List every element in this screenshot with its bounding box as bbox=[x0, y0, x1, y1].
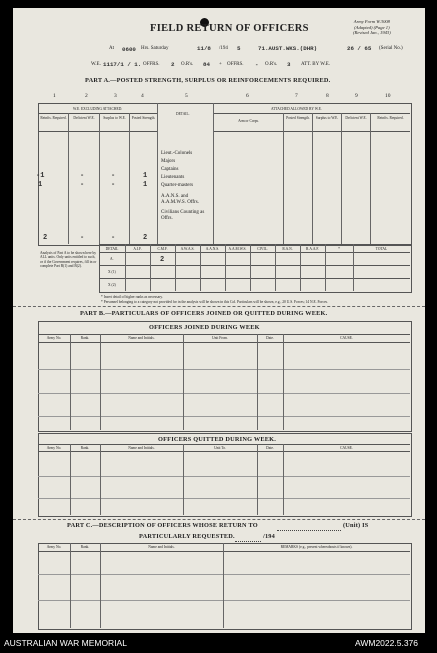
date-value: 11/8 bbox=[197, 45, 211, 52]
mark-total-c4: 2 bbox=[143, 234, 148, 242]
year-prefix: /194 bbox=[219, 46, 228, 51]
analysis-head-aamws: A.A.M.W.S. bbox=[228, 247, 247, 251]
part-c-requested: PARTICULARLY REQUESTED. bbox=[139, 533, 235, 540]
offrs-label: OFFRS. bbox=[143, 62, 160, 67]
part-c-date: /194 bbox=[263, 533, 275, 540]
analysis-head-total: TOTAL bbox=[375, 247, 388, 251]
c-head-army-no: Army No. bbox=[46, 545, 62, 549]
we-label: W.E. bbox=[91, 62, 101, 67]
form-title: FIELD RETURN OF OFFICERS bbox=[150, 23, 309, 34]
serial-label: (Serial No.) bbox=[379, 46, 403, 51]
time-value: 0600 bbox=[122, 46, 136, 53]
army-form-line-3: (Revised Jan., 1943) bbox=[353, 30, 391, 36]
analysis-head-aif: A.I.F. bbox=[133, 247, 142, 251]
c-head-remarks: REMARKS (e.g., present whereabouts if known). bbox=[280, 545, 353, 549]
mark-r2-c4: 1 bbox=[143, 181, 148, 189]
army-form-page bbox=[13, 8, 425, 633]
tear-line-2 bbox=[13, 519, 425, 520]
joined-head-cause: CAUSE. bbox=[340, 336, 353, 340]
col-num-6: 6 bbox=[246, 93, 249, 99]
ors-value: 84 bbox=[203, 61, 210, 68]
joined-title: OFFICERS JOINED DURING WEEK bbox=[149, 324, 260, 331]
analysis-row-a: A. bbox=[110, 257, 114, 261]
footer-accession: AWM2022.5.376 bbox=[355, 638, 418, 648]
joined-head-name: Name and Initials. bbox=[128, 336, 155, 340]
analysis-note: Analysis of Part A to be shown here by ALL units. Only units entitled to such, or if the Government requires, fill in or complete Part B(1) and B(2). bbox=[40, 251, 97, 268]
analysis-head-star: * bbox=[338, 247, 340, 251]
mark-r1-c1: -1 bbox=[36, 172, 45, 180]
rank-aans: A.A.N.S. and A.A.M.W.S. Offrs. bbox=[161, 194, 199, 205]
mark-total-c2: - bbox=[80, 234, 85, 242]
analysis-mark-a-cmf: 2 bbox=[160, 256, 165, 264]
quitted-head-unit-to: Unit To. bbox=[214, 446, 226, 450]
quitted-head-date: Date. bbox=[266, 446, 274, 450]
right-head-arm: Arm or Corps. bbox=[238, 119, 259, 123]
col-num-1: 1 bbox=[53, 93, 56, 99]
analysis-head-raaf: R.A.A.F. bbox=[306, 247, 319, 251]
quitted-head-rank: Rank. bbox=[80, 446, 90, 450]
mark-r1-c4: 1 bbox=[143, 172, 148, 180]
right-head-deficient: Deficient W.E. bbox=[345, 116, 367, 120]
mark-r2-c3: - bbox=[111, 181, 116, 189]
tear-line-1 bbox=[13, 306, 425, 307]
right-head-surplus: Surplus to W.E. bbox=[315, 116, 339, 120]
att-by-we: ATT. BY W.E. bbox=[301, 62, 331, 67]
col-num-3: 3 bbox=[114, 93, 117, 99]
analysis-row-x1: X (1) bbox=[108, 270, 116, 274]
serial-value: 26 / 65 bbox=[347, 45, 372, 52]
col-num-9: 9 bbox=[355, 93, 358, 99]
quitted-title: OFFICERS QUITTED DURING WEEK. bbox=[158, 436, 276, 443]
footnote-2: * Personnel belonging to a category not provided for in the analysis will be shown in this Col. Particulars will be shown, e.g., 20 U.S. Forces; 14 N.E. Forces. bbox=[101, 300, 328, 304]
part-a-table bbox=[38, 103, 412, 246]
col-num-2: 2 bbox=[85, 93, 88, 99]
mark-r2-c1: 1 bbox=[38, 181, 43, 189]
rank-lieutenants: Lieutenants bbox=[161, 175, 185, 180]
year-value: 5 bbox=[237, 45, 241, 52]
ors2-label: O.R's. bbox=[265, 62, 278, 67]
part-c-unit-label: (Unit) IS bbox=[343, 522, 369, 529]
detail-heading: DETAIL. bbox=[176, 112, 190, 116]
analysis-head-awas: A.W.A.S. bbox=[180, 247, 195, 251]
right-head-reinfts: Reinfts. Required. bbox=[377, 116, 404, 120]
unit-value: 71.AUST.WKS.(DHR) bbox=[258, 45, 318, 52]
offrs2-value: - bbox=[255, 61, 259, 68]
rank-captains: Captains bbox=[161, 167, 179, 172]
attached-allowed: ATTACHED ALLOWED BY W.E. bbox=[271, 107, 322, 111]
col-num-4: 4 bbox=[141, 93, 144, 99]
joined-head-date: Date. bbox=[266, 336, 274, 340]
analysis-head-civil: CIVIL. bbox=[257, 247, 268, 251]
c-head-name: Name and Initials. bbox=[148, 545, 175, 549]
part-b-heading: PART B.—PARTICULARS OF OFFICERS JOINED OR QUITTED DURING WEEK. bbox=[80, 310, 328, 317]
we-excluding-attached: W.E. EXCLUDING ATTACHED. bbox=[73, 107, 123, 111]
left-head-surplus: Surplus to W.E. bbox=[103, 116, 126, 120]
joined-head-rank: Rank. bbox=[80, 336, 90, 340]
joined-head-army-no: Army No. bbox=[46, 336, 62, 340]
analysis-head-ran: R.A.N. bbox=[282, 247, 293, 251]
part-c-heading: PART C.—DESCRIPTION OF OFFICERS WHOSE RETURN TO bbox=[67, 522, 258, 529]
footer-credit: AUSTRALIAN WAR MEMORIAL bbox=[4, 638, 127, 648]
army-form-line-1: Army Form W.3008 bbox=[353, 19, 390, 24]
at-label: At bbox=[109, 46, 114, 51]
left-head-reinfts: Reinfts. Required. bbox=[40, 116, 67, 120]
mark-r1-c3: - bbox=[111, 172, 116, 180]
hrs-label: Hrs. Saturday bbox=[141, 46, 169, 51]
rank-lt-colonels: Lieut.-Colonels bbox=[161, 151, 193, 156]
army-form-line-2: (Adapted) (Page 1) bbox=[354, 24, 390, 30]
offrs2-label: OFFRS. bbox=[227, 62, 244, 67]
analysis-head-cmf: C.M.F. bbox=[157, 247, 168, 251]
mark-total-c3: - bbox=[111, 234, 116, 242]
part-c-table bbox=[38, 543, 412, 630]
quitted-head-name: Name and Initials. bbox=[128, 446, 155, 450]
rank-quartermasters: Quarter-masters bbox=[161, 183, 194, 188]
c-head-rank: Rank. bbox=[80, 545, 90, 549]
analysis-head-aans: A.A.N.S. bbox=[205, 247, 220, 251]
rank-majors: Majors bbox=[161, 159, 176, 164]
left-head-deficient: Deficient W.E. bbox=[73, 116, 95, 120]
mark-total-c1: 2 bbox=[43, 234, 48, 242]
part-a-heading: PART A.—POSTED STRENGTH, SURPLUS OR REINFORCEMENTS REQUIRED. bbox=[85, 77, 331, 84]
col-num-10: 10 bbox=[385, 93, 391, 99]
part-c-unit-blank bbox=[277, 530, 341, 531]
quitted-head-army-no: Army No. bbox=[46, 446, 62, 450]
quitted-head-cause: CAUSE. bbox=[340, 446, 353, 450]
right-head-posted: Posted Strength. bbox=[286, 116, 310, 120]
army-form-label bbox=[353, 19, 391, 36]
ors-label: O.R's. bbox=[181, 62, 194, 67]
analysis-head-detail: DETAIL bbox=[105, 247, 119, 251]
plus-sign: + bbox=[219, 62, 222, 67]
part-c-date-blank bbox=[235, 541, 261, 542]
left-head-posted: Posted Strength. bbox=[131, 116, 156, 120]
col-num-8: 8 bbox=[326, 93, 329, 99]
col-num-7: 7 bbox=[295, 93, 298, 99]
mark-r1-c2: - bbox=[80, 172, 85, 180]
ors2-value: 3 bbox=[287, 61, 291, 68]
analysis-row-x2: X (2) bbox=[108, 283, 116, 287]
joined-head-unit-from: Unit From. bbox=[212, 336, 228, 340]
footnote-1: * Insert detail of higher ranks as necessary. bbox=[101, 295, 163, 299]
we-value: 1117/1 / 1. bbox=[103, 61, 142, 68]
rank-civilians: Civilians Counting as Offrs. bbox=[161, 210, 205, 221]
mark-r2-c2: - bbox=[80, 181, 85, 189]
col-num-5: 5 bbox=[185, 93, 188, 99]
offrs-value: 2 bbox=[171, 61, 175, 68]
